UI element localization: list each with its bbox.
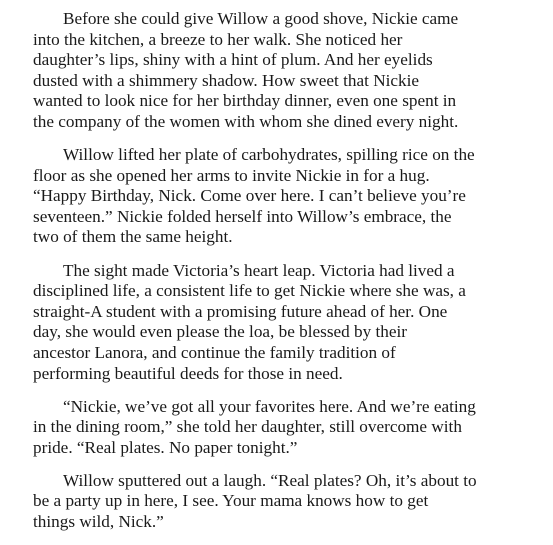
text-line: Willow lifted her plate of carbohydrates, spilling rice on the (63, 145, 475, 165)
text-line: The sight made Victoria’s heart leap. Victoria had lived a (63, 260, 455, 280)
text-line: be a party up in here, I see. Your mama knows how to get (33, 491, 429, 511)
text-line: Before she could give Willow a good shove, Nickie came (63, 9, 459, 28)
text-line: wanted to look nice for her birthday dinner, even one spent in (33, 91, 457, 111)
text-line: things wild, Nick.” (33, 512, 164, 532)
text-line: daughter’s lips, shiny with a hint of plum. And her eyelids (33, 50, 433, 70)
text-line: the company of the women with whom she dined every night. (33, 111, 459, 131)
text-line: dusted with a shimmery shadow. How sweet that Nickie (33, 70, 420, 90)
text-line: pride. “Real plates. No paper tonight.” (33, 437, 298, 457)
text-line: seventeen.” Nickie folded herself into Willow’s embrace, the (33, 206, 452, 226)
text-line: straight-A student with a promising future ahead of her. One (33, 301, 448, 321)
text-line: Willow sputtered out a laugh. “Real plates? Oh, it’s about to (63, 470, 477, 490)
text-line: “Happy Birthday, Nick. Come over here. I can’t believe you’re (33, 186, 466, 206)
paragraph-1 (33, 9, 533, 133)
document-page (33, 9, 533, 545)
paragraph-3 (33, 261, 533, 385)
text-line: disciplined life, a consistent life to get Nickie where she was, a (33, 281, 466, 301)
text-line: in the dining room,” she told her daughter, still overcome with (33, 417, 462, 437)
text-line: floor as she opened her arms to invite Nickie in for a hug. (33, 165, 430, 185)
paragraph-4 (33, 397, 533, 459)
text-line: ancestor Lanora, and continue the family tradition of (33, 342, 396, 362)
text-line: performing beautiful deeds for those in need. (33, 363, 343, 383)
text-line: two of them the same height. (33, 227, 233, 247)
text-line: into the kitchen, a breeze to her walk. She noticed her (33, 29, 403, 49)
text-line: day, she would even please the loa, be blessed by their (33, 322, 408, 342)
paragraph-5 (33, 471, 533, 533)
paragraph-2 (33, 145, 533, 248)
text-line: “Nickie, we’ve got all your favorites here. And we’re eating (63, 396, 476, 416)
